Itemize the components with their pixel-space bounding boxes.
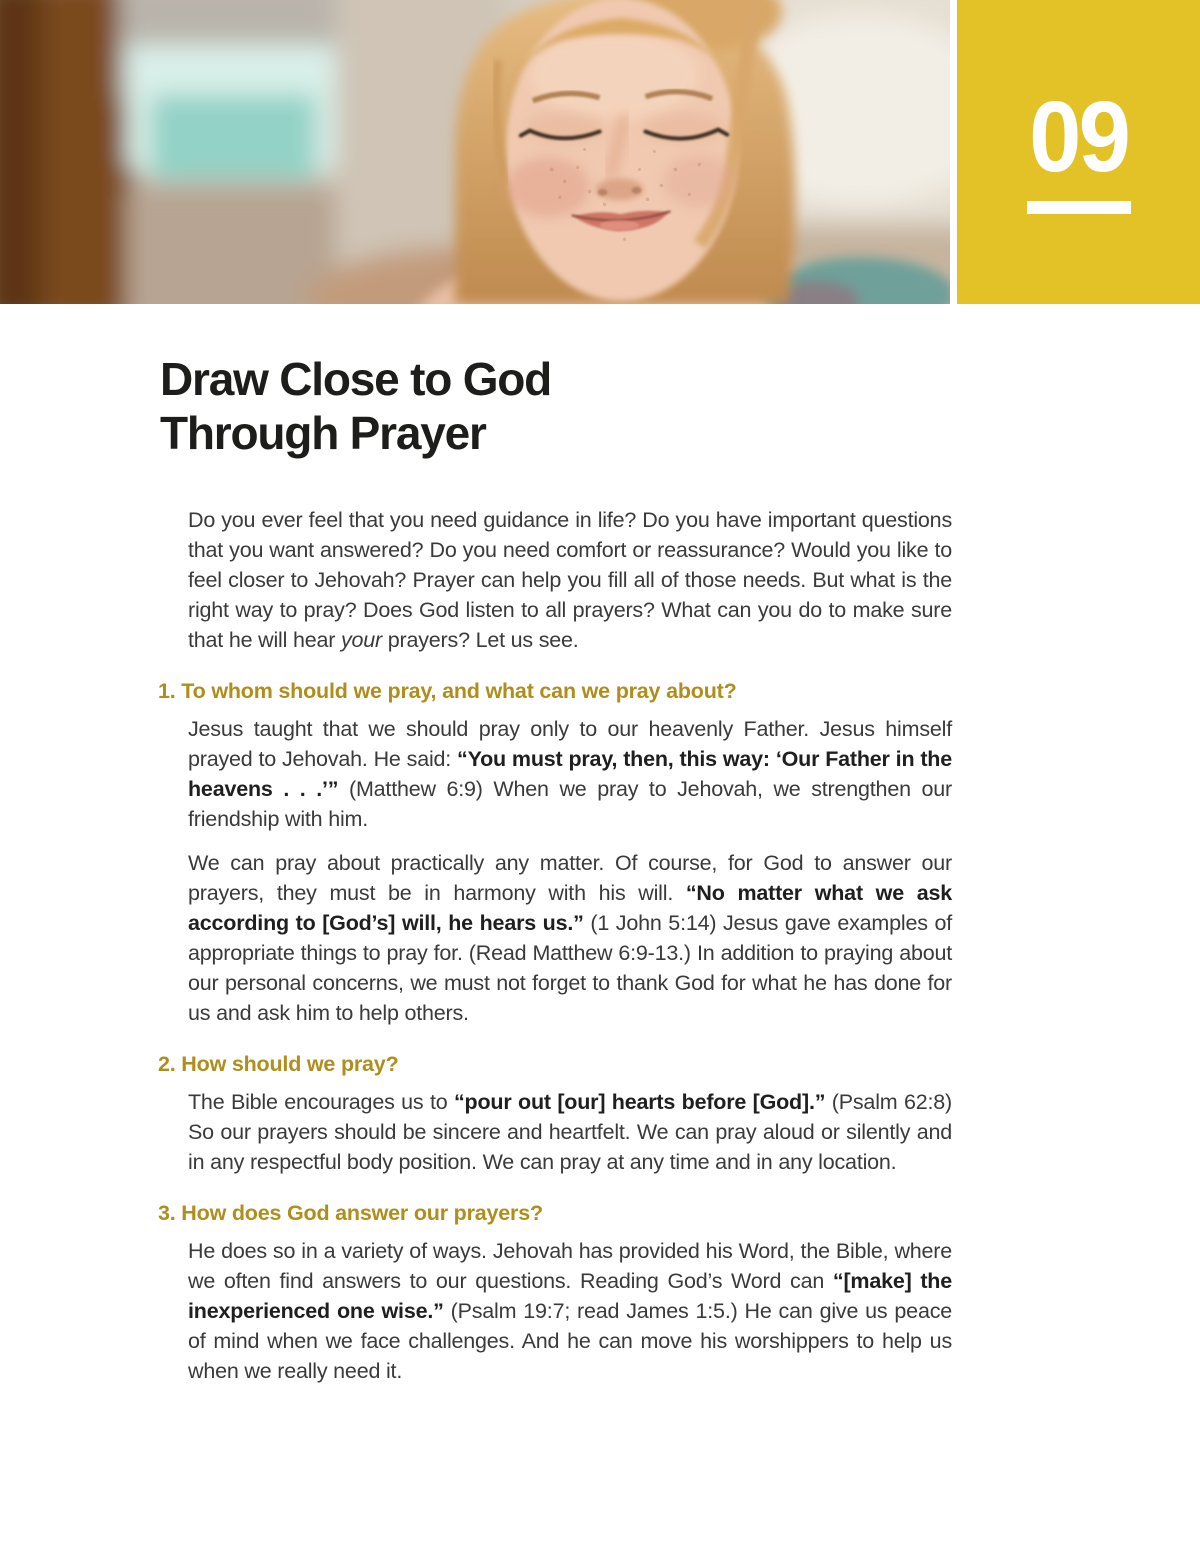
- body-paragraph: [188, 714, 952, 834]
- body-paragraph: [188, 1087, 952, 1177]
- page-title: [160, 352, 952, 460]
- text-run: prayers? Let us see.: [382, 628, 579, 652]
- question-heading-1: 1. To whom should we pray, and what can we pray about?: [158, 679, 737, 703]
- scripture-quote-bold: “[make] the inexperienced one wise.”: [188, 1269, 952, 1323]
- scripture-quote-bold: “No matter what we ask according to [God’s] will, he hears us.”: [188, 881, 952, 935]
- text-run: (Psalm 62:8) So our prayers should be sincere and heartfelt. We can pray aloud or silently and in any respectful body position. We can pray at any time and in any location.: [188, 1090, 952, 1174]
- hero-photo-illustration: [0, 0, 950, 304]
- chapter-number-underline: [1027, 201, 1131, 214]
- scripture-quote-bold: “pour out [our] hearts before [God].”: [453, 1090, 826, 1114]
- page-title-line1: Draw Close to God: [160, 353, 552, 405]
- text-run: Jesus taught that we should pray only to our heavenly Father. Jesus himself prayed to Jehovah. He said:: [188, 717, 952, 771]
- section-question-3: [158, 1199, 953, 1386]
- page-title-line2: Through Prayer: [160, 407, 486, 459]
- section-question-1: [158, 677, 952, 1028]
- text-run: (Matthew 6:9) When we pray to Jehovah, we strengthen our friendship with him.: [188, 777, 952, 831]
- text-run: The Bible encourages us to: [188, 1090, 454, 1114]
- text-run: We can pray about practically any matter. Of course, for God to answer our prayers, they must be in harmony with his will.: [188, 851, 952, 905]
- scripture-quote-bold: “You must pray, then, this way: ‘Our Father in the heavens . . .’”: [188, 747, 952, 801]
- text-run: (1 John 5:14) Jesus gave examples of appropriate things to pray for. (Read Matthew 6:9-13.) In addition to praying about our personal concerns, we must not forget to thank God for what he has done for us and ask him to help others.: [188, 911, 952, 1025]
- question-heading-3: 3. How does God answer our prayers?: [158, 1201, 543, 1225]
- text-run: Do you ever feel that you need guidance in life? Do you have important questions that you want answered? Do you need comfort or reassurance? Would you like to feel closer to Jehovah? Prayer can help you fill all of those needs. But what is the right way to pray? Does God listen to all prayers? What can you do to make sure that he will hear: [188, 508, 952, 652]
- chapter-number-badge: [957, 0, 1200, 304]
- section-question-2: [158, 1050, 952, 1177]
- text-run: He does so in a variety of ways. Jehovah has provided his Word, the Bible, where we often find answers to our questions. Reading God’s Word can: [188, 1239, 952, 1293]
- chapter-number: 09: [1029, 81, 1128, 193]
- hero-photo-woman-praying: [0, 0, 950, 304]
- body-paragraph: [188, 848, 952, 1028]
- intro-paragraph: [188, 505, 952, 655]
- text-run: (Psalm 19:7; read James 1:5.) He can give us peace of mind when we face challenges. And he can move his worshippers to help us when we really need it.: [188, 1299, 953, 1383]
- lesson-content: [158, 352, 953, 1386]
- body-paragraph: [188, 1236, 952, 1386]
- question-heading-2: 2. How should we pray?: [158, 1052, 399, 1076]
- emphasis-italic: your: [340, 628, 382, 652]
